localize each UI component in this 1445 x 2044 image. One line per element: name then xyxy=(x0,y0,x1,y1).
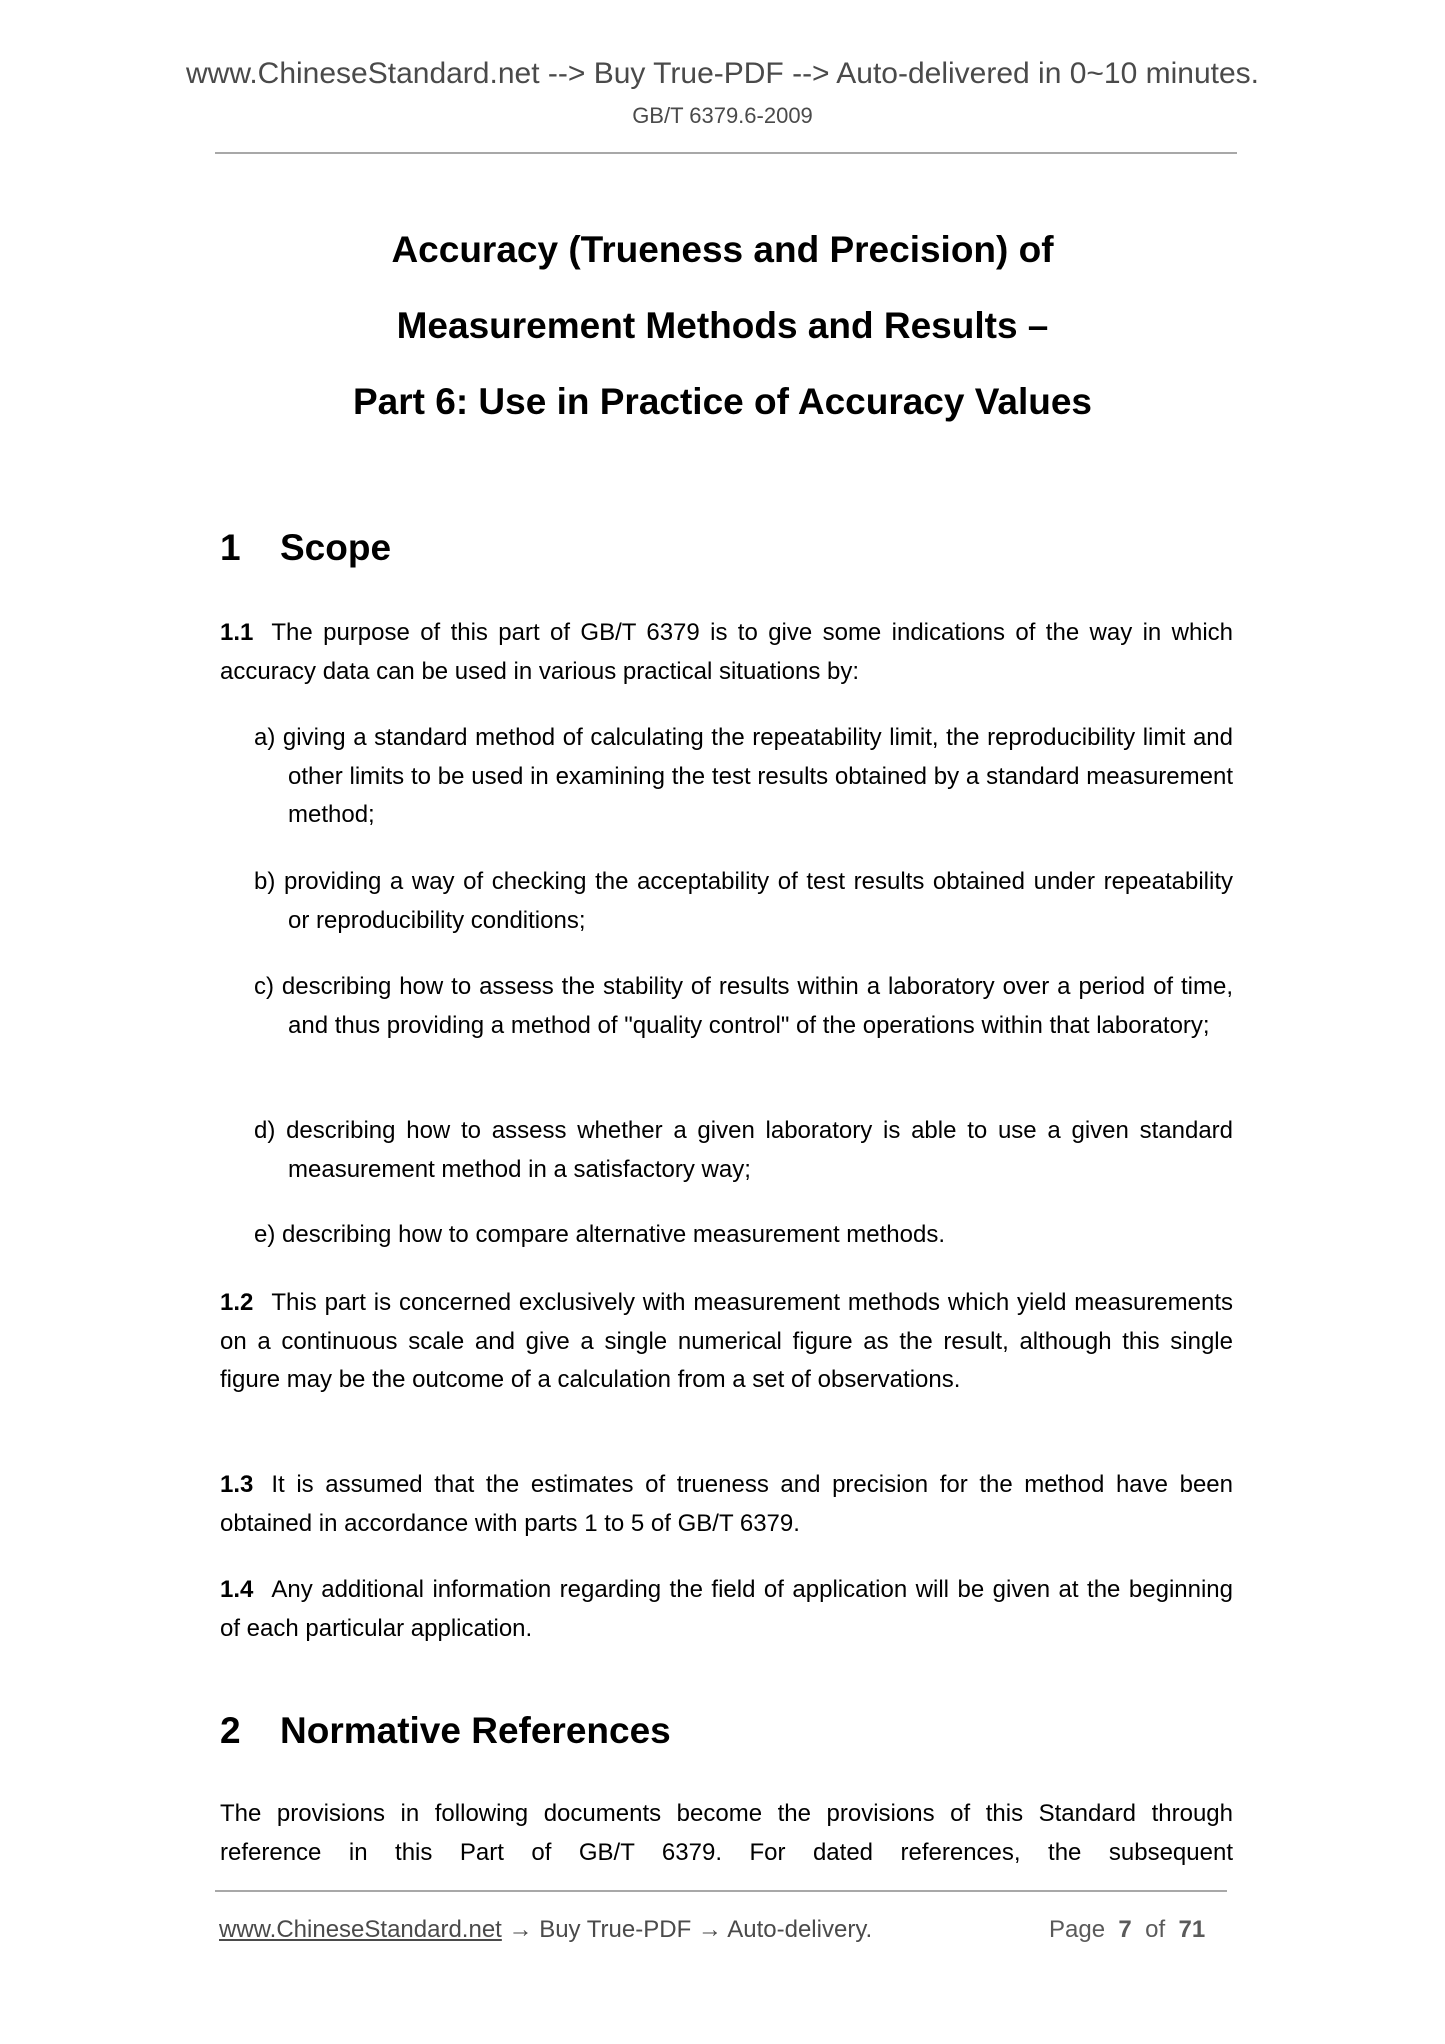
title-line-1: Accuracy (Trueness and Precision) of xyxy=(391,229,1054,270)
footer-promo xyxy=(219,1915,872,1945)
clause-text: Any additional information regarding the field of application will be given at the beginning of each particular application. xyxy=(220,1576,1233,1642)
list-item-d: d) describing how to assess whether a given laboratory is able to use a given standard measurement method in a satisfactory way; xyxy=(254,1117,1233,1183)
page-current: 7 xyxy=(1118,1916,1132,1943)
title-line-2: Measurement Methods and Results – xyxy=(396,305,1049,346)
section-title: Normative References xyxy=(280,1710,671,1751)
footer-divider xyxy=(215,1890,1227,1892)
section-heading-scope xyxy=(220,526,391,570)
clause-text: The purpose of this part of GB/T 6379 is to give some indications of the way in which accuracy data can be used in various practical situations by: xyxy=(220,619,1233,685)
section-number: 2 xyxy=(220,1710,241,1751)
page-number xyxy=(1049,1915,1205,1945)
list-item-b: b) providing a way of checking the acceptability of test results obtained under repeatability or reproducibility conditions; xyxy=(254,868,1233,934)
page-label: Page xyxy=(1049,1916,1106,1943)
clause-number: 1.3 xyxy=(220,1471,254,1498)
title-line-3: Part 6: Use in Practice of Accuracy Values xyxy=(353,381,1092,422)
clause-number: 1.4 xyxy=(220,1576,254,1603)
section-heading-normative-references xyxy=(220,1709,671,1753)
clause-number: 1.2 xyxy=(220,1289,254,1316)
clause-number: 1.1 xyxy=(220,619,254,646)
footer-site-link[interactable]: www.ChineseStandard.net xyxy=(219,1916,502,1943)
normative-references-text: The provisions in following documents become the provisions of this Standard through reference in this Part of GB/T 6379. For dated references, the subsequent xyxy=(220,1800,1233,1866)
header-divider xyxy=(215,152,1237,154)
section-title: Scope xyxy=(280,527,392,568)
clause-text: It is assumed that the estimates of trueness and precision for the method have been obtained in accordance with parts 1 to 5 of GB/T 6379. xyxy=(220,1471,1233,1537)
clause-1-3 xyxy=(220,1466,1233,1543)
document-title xyxy=(0,212,1445,440)
header-banner: www.ChineseStandard.net --> Buy True-PDF --> Auto-delivered in 0~10 minutes. xyxy=(185,57,1260,90)
list-item-e: e) describing how to compare alternative measurement methods. xyxy=(254,1221,946,1248)
arrow-right-icon: → xyxy=(508,1916,533,1943)
clause-text: This part is concerned exclusively with measurement methods which yield measurements on a continuous scale and give a single numerical figure as the result, although this single figure may be the outcome of a calculation from a set of observations. xyxy=(220,1289,1233,1393)
footer-delivery-text: Auto-delivery. xyxy=(727,1916,873,1943)
footer-buy-text: Buy True-PDF xyxy=(539,1916,692,1943)
clause-1-4 xyxy=(220,1571,1233,1648)
section-number: 1 xyxy=(220,527,241,568)
list-item-a: a) giving a standard method of calculating the repeatability limit, the reproducibility limit and other limits to be used in examining the test results obtained by a standard measurement method; xyxy=(254,724,1233,828)
arrow-right-icon: → xyxy=(697,1916,722,1943)
clause-1-1 xyxy=(220,614,1233,691)
page-of: of xyxy=(1145,1916,1166,1943)
header-standard-id: GB/T 6379.6-2009 xyxy=(632,103,813,128)
page-total: 71 xyxy=(1178,1916,1206,1943)
list-item-c: c) describing how to assess the stability of results within a laboratory over a period of time, and thus providing a method of "quality control" of the operations within that laboratory; xyxy=(254,973,1233,1039)
clause-1-2 xyxy=(220,1284,1233,1400)
